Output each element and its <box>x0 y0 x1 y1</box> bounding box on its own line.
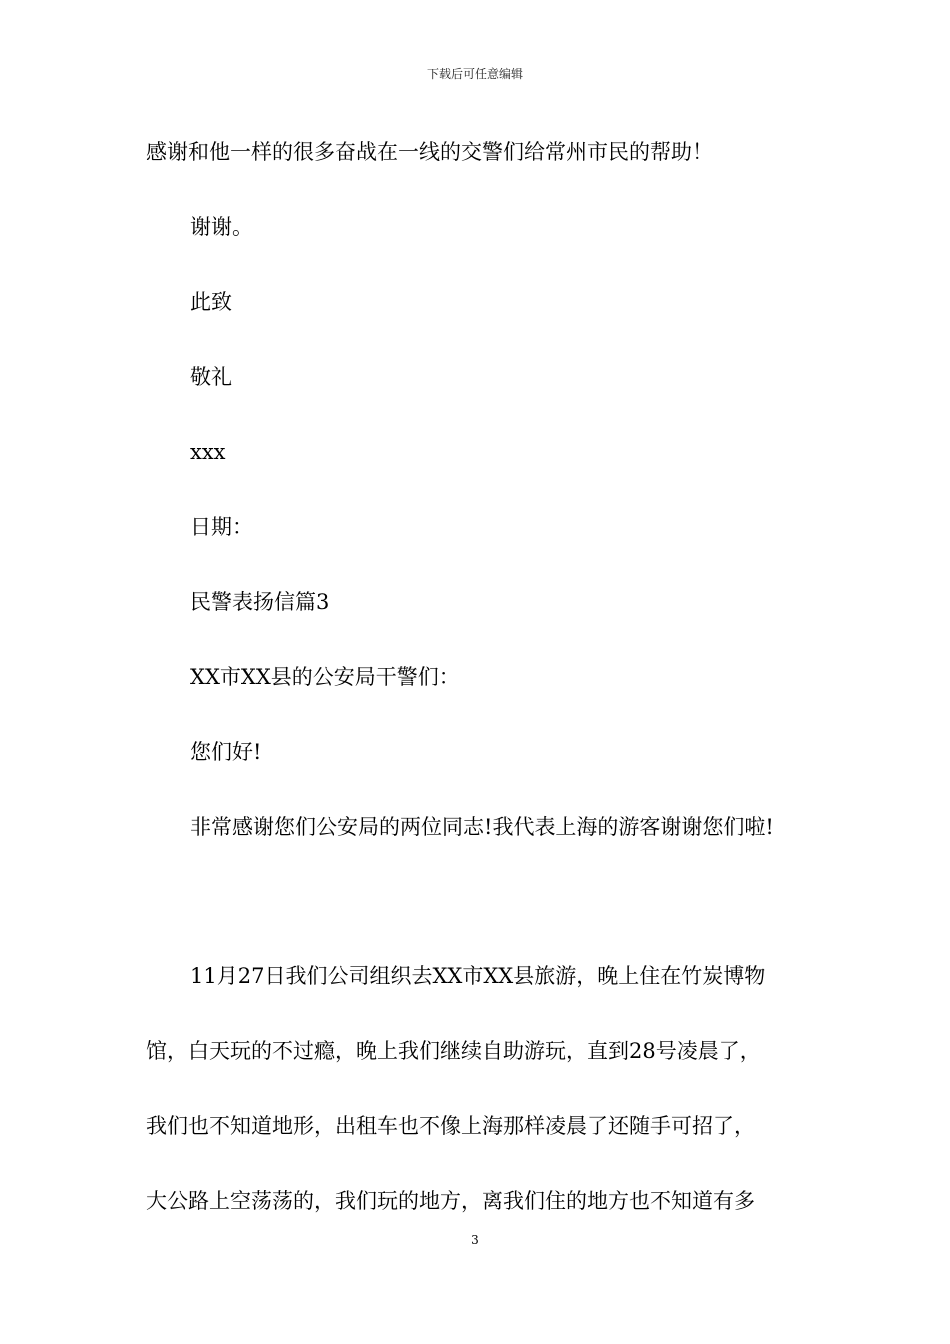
paragraph-salutation: XX市XX县的公安局干警们： <box>190 665 460 689</box>
page-number: 3 <box>471 1233 479 1247</box>
paragraph-thanks-traffic-police: 感谢和他一样的很多奋战在一线的交警们给常州市民的帮助！ <box>146 140 713 164</box>
paragraph-story-line-2: 馆，白天玩的不过瘾，晚上我们继续自助游玩，直到28号凌晨了， <box>146 1039 761 1063</box>
paragraph-signature: xxx <box>190 440 226 464</box>
paragraph-story-line-3: 我们也不知道地形，出租车也不像上海那样凌晨了还随手可招了， <box>146 1114 755 1138</box>
paragraph-story-line-4: 大公路上空荡荡的，我们玩的地方，离我们住的地方也不知道有多 <box>146 1189 755 1213</box>
paragraph-closing-cizhi: 此致 <box>190 290 232 314</box>
paragraph-greeting: 您们好! <box>190 740 262 764</box>
page-header-note: 下载后可任意编辑 <box>426 67 523 81</box>
paragraph-date: 日期： <box>190 515 253 539</box>
paragraph-story-line-1: 11月27日我们公司组织去XX市XX县旅游，晚上住在竹炭博物 <box>190 964 766 988</box>
paragraph-gratitude: 非常感谢您们公安局的两位同志!我代表上海的游客谢谢您们啦! <box>190 815 774 839</box>
paragraph-closing-jingli: 敬礼 <box>190 365 232 389</box>
section-title: 民警表扬信篇3 <box>190 590 330 614</box>
paragraph-thank-you: 谢谢。 <box>190 215 253 239</box>
